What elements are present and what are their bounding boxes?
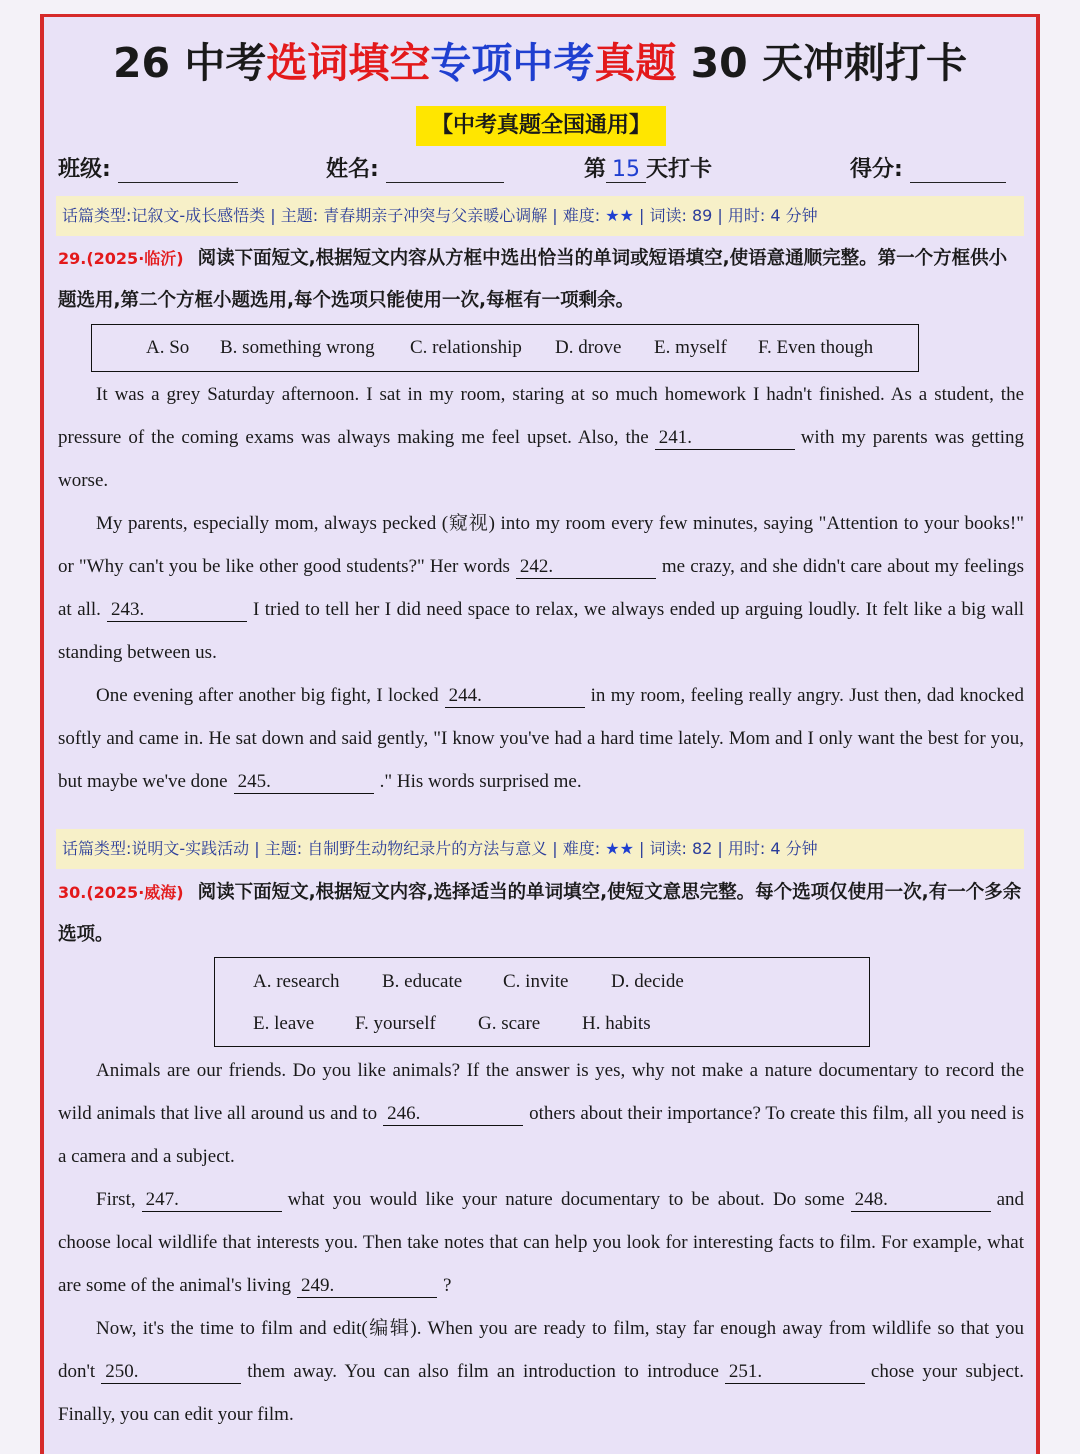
q29-instruction: 29.(2025·临沂) 阅读下面短文,根据短文内容从方框中选出恰当的单词或短语填空,使语意通顺完整。第一个方框供小题选用,第二个方框小题选用,每个选项只能使用一次,每框有一项剩余。 xyxy=(58,248,1008,311)
option-item: G. scare xyxy=(478,1013,541,1034)
option-item: C. relationship xyxy=(410,337,522,358)
answer-blank-243[interactable]: 243. xyxy=(107,599,247,622)
difficulty-stars: ★★ xyxy=(605,206,634,225)
paragraph: Animals are our friends. Do you like animals? If the answer is yes, why not make a nature documentary to record the wild animals that live all around us and to 246. others about their importance? To create this film, all you need is a camera and a subject. xyxy=(58,1060,1024,1167)
paragraph: It was a grey Saturday afternoon. I sat in my room, staring at so much homework I hadn't finished. As a student, the pressure of the coming exams was always making me feel upset. Also, the 241. with my parents was getting worse. xyxy=(58,384,1024,491)
option-item: B. something wrong xyxy=(220,337,375,358)
answer-blank-244[interactable]: 244. xyxy=(445,685,585,708)
option-item: F. Even though xyxy=(758,337,874,358)
option-item: A. So xyxy=(146,337,190,358)
option-item: C. invite xyxy=(503,971,569,992)
answer-blank-242[interactable]: 242. xyxy=(516,556,656,579)
q29-passage xyxy=(58,373,1024,803)
q29-option-box xyxy=(91,324,919,372)
option-item: H. habits xyxy=(582,1013,651,1034)
answer-blank-245[interactable]: 245. xyxy=(234,771,374,794)
paragraph: Now, it's the time to film and edit(编辑). When you are ready to film, stay far enough away from wildlife so that you don't 250. them away. You can also film an introduction to introduce 251. chose your subject. Finally, you can edit your film. xyxy=(58,1318,1025,1425)
option-item: E. myself xyxy=(654,337,727,358)
page-title: 26 中考选词填空专项中考真题 30 天冲刺打卡 xyxy=(113,39,967,87)
q30-meta-bar: 话篇类型:说明文-实践活动 | 主题: 自制野生动物纪录片的方法与意义 | 难度: ★★ | 词读: 82 | 用时: 4 分钟 xyxy=(56,829,1024,869)
day-checkin: 第 15 天打卡 xyxy=(584,157,713,182)
answer-blank-246[interactable]: 246. xyxy=(383,1103,523,1126)
answer-blank-247[interactable]: 247. xyxy=(142,1189,282,1212)
option-item: F. yourself xyxy=(355,1013,436,1034)
class-field: 班级: xyxy=(58,152,238,182)
option-item: A. research xyxy=(253,971,340,992)
answer-blank-249[interactable]: 249. xyxy=(297,1275,437,1298)
score-blank[interactable] xyxy=(910,156,1006,183)
difficulty-stars: ★★ xyxy=(605,839,634,858)
q30-instruction: 30.(2025·威海) 阅读下面短文,根据短文内容,选择适当的单词填空,使短文意思完整。每个选项仅使用一次,有一个多余选项。 xyxy=(58,882,1022,945)
q30-passage xyxy=(58,1049,1024,1436)
paragraph: First, 247. what you would like your nature documentary to be about. Do some 248. and choose local wildlife that interests you. Then take notes that can help you look for interesting facts to film. For example, what are some of the animal's living 249. ? xyxy=(58,1189,1024,1296)
option-item: D. decide xyxy=(611,971,684,992)
answer-blank-250[interactable]: 250. xyxy=(101,1361,241,1384)
answer-blank-251[interactable]: 251. xyxy=(725,1361,865,1384)
name-blank[interactable] xyxy=(386,156,504,183)
option-item: E. leave xyxy=(253,1013,315,1034)
q30-option-box xyxy=(214,957,870,1047)
answer-blank-248[interactable]: 248. xyxy=(851,1189,991,1212)
option-item: B. educate xyxy=(382,971,463,992)
class-blank[interactable] xyxy=(118,156,238,183)
answer-blank-241[interactable]: 241. xyxy=(655,427,795,450)
score-field: 得分: xyxy=(850,152,1006,182)
option-item: D. drove xyxy=(555,337,622,358)
q29-meta-bar: 话篇类型:记叙文-成长感悟类 | 主题: 青春期亲子冲突与父亲暖心调解 | 难度: ★★ | 词读: 89 | 用时: 4 分钟 xyxy=(56,196,1024,236)
subtitle-banner: 【中考真题全国通用】 xyxy=(416,106,666,146)
name-field: 姓名: xyxy=(326,152,504,182)
paragraph: One evening after another big fight, I locked 244. in my room, feeling really angry. Just then, dad knocked softly and came in. He sat down and said gently, "I know you've had a hard time lately. Mom and I only want the best for you, but maybe we've done 245. ." His words surprised me. xyxy=(58,685,1024,792)
paragraph: My parents, especially mom, always pecked (窥视) into my room every few minutes, saying "Attention to your books!" or "Why can't you be like other good students?" Her words 242. me crazy, and she didn't care about my feelings at all. 243. I tried to tell her I did need space to relax, we always ended up arguing loudly. It felt like a big wall standing between us. xyxy=(58,513,1024,663)
